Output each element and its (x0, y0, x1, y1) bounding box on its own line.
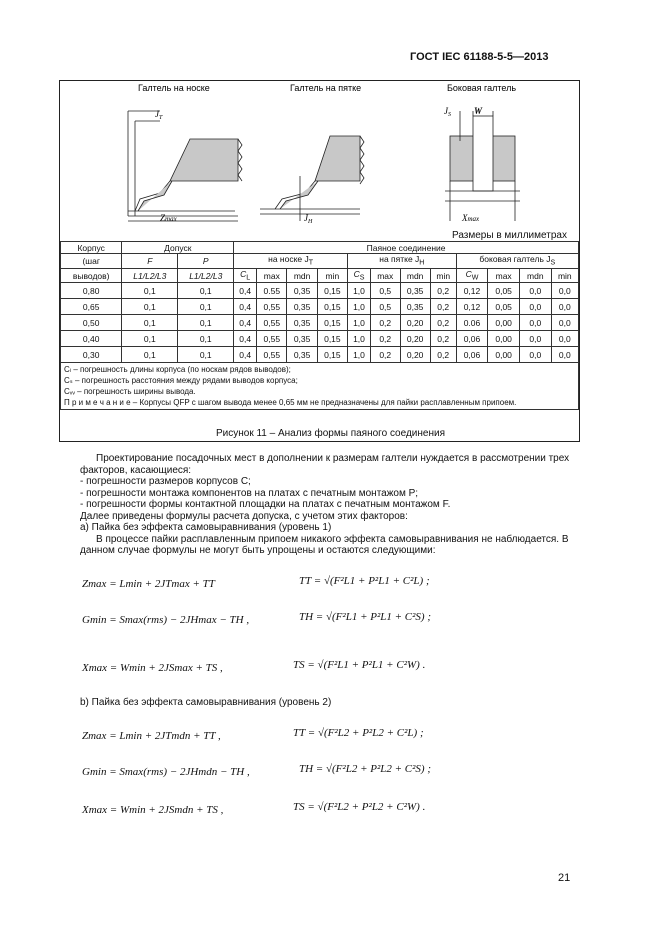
table-cell: 0,1 (178, 315, 234, 331)
table-cell: 1,0 (348, 315, 371, 331)
table-cell: 0,65 (61, 299, 122, 315)
l1-header: L1/L2/L3 (122, 268, 178, 283)
case-header-3: выводов) (61, 268, 122, 283)
table-cell: 0,05 (488, 283, 520, 299)
joint-header: Паяное соединение (234, 242, 579, 254)
table-cell: 0,35 (400, 283, 430, 299)
table-cell: 0,06 (456, 347, 488, 363)
heel-min-header: min (430, 268, 456, 283)
item-b-heading: b) Пайка без эффекта самовыравнивания (уровень 2) (80, 697, 332, 708)
figure-caption: Рисунок 11 – Анализ формы паяного соединения (215, 428, 445, 439)
table-cell: 0,15 (317, 283, 347, 299)
table-cell: 1,0 (348, 347, 371, 363)
side-header: боковая галтель $J_S$ (456, 254, 578, 269)
table-cell: 1,0 (348, 331, 371, 347)
table-cell: 0,55 (257, 299, 287, 315)
solder-fillet-drawings (60, 81, 579, 241)
table-cell: 0,1 (122, 283, 178, 299)
table-cell: 0,00 (488, 315, 520, 331)
table-row (61, 315, 579, 331)
table-cell: 1,0 (348, 299, 371, 315)
table-cell: 0.55 (257, 283, 287, 299)
table-cell: 0,20 (400, 347, 430, 363)
table-cell: 0,4 (234, 299, 257, 315)
side-mdn-header: mdn (519, 268, 551, 283)
table-cell: 0,15 (317, 331, 347, 347)
body-text (80, 453, 590, 557)
w-label: W (474, 106, 483, 116)
case-header-2: (шаг (61, 254, 122, 269)
heel-max-header: max (370, 268, 400, 283)
label-toe-fillet: Галтель на носке (138, 83, 210, 93)
toe-fillet-drawing (128, 111, 242, 221)
table-cell: 0,00 (488, 347, 520, 363)
table-cell: 0,2 (370, 347, 400, 363)
table-cell: 0,2 (430, 347, 456, 363)
formula-a1-left: Zmax = Lmin + 2JTmax + TT (82, 578, 215, 590)
table-cell: 0,30 (61, 347, 122, 363)
table-cell: 0,1 (122, 315, 178, 331)
table-cell: 0,2 (370, 331, 400, 347)
heel-fillet-drawing (260, 136, 364, 221)
item-a-heading: a) Пайка без эффекта самовыравнивания (уровень 1) (80, 522, 332, 533)
formula-a1-right: TT = √(F²L1 + P²L1 + C²L) ; (299, 575, 430, 587)
table-cell: 0,15 (317, 315, 347, 331)
formula-b1-right: TT = √(F²L2 + P²L2 + C²L) ; (293, 727, 424, 739)
table-cell: 0,06 (456, 331, 488, 347)
formula-a2-left: Gmin = Smax(rms) − 2JHmax − TH , (82, 614, 250, 626)
table-cell: 0,1 (178, 347, 234, 363)
side-max-header: max (488, 268, 520, 283)
table-cell: 0,5 (370, 299, 400, 315)
formula-a3-left: Xmax = Wmin + 2JSmax + TS , (82, 662, 223, 674)
formula-a3-right: TS = √(F²L1 + P²L1 + C²W) . (293, 659, 426, 671)
case-header: Корпус (61, 242, 122, 254)
table-cell: 0,40 (61, 331, 122, 347)
tolerance-header: Допуск (122, 242, 234, 254)
table-cell: 0,0 (519, 347, 551, 363)
label-side-fillet: Боковая галтель (447, 83, 517, 93)
table-cell: 0,0 (551, 331, 578, 347)
bullet-1: - погрешности размеров корпусов С; (80, 476, 251, 487)
table-cell: 0,12 (456, 299, 488, 315)
dimensions-note: Размеры в миллиметрах (452, 230, 567, 241)
table-cell: 0,4 (234, 283, 257, 299)
table-cell: 0.06 (456, 315, 488, 331)
table-cell: 0,35 (287, 347, 317, 363)
table-cell: 0,4 (234, 331, 257, 347)
table-cell: 0,0 (551, 299, 578, 315)
table-cell: 0,0 (551, 315, 578, 331)
table-cell: 1,0 (348, 283, 371, 299)
table-cell: 0,35 (287, 331, 317, 347)
table-row (61, 347, 579, 363)
tolerance-table (60, 241, 579, 410)
table-cell: 0,15 (317, 347, 347, 363)
table-cell: 0,1 (178, 331, 234, 347)
table-cell: 0,1 (122, 299, 178, 315)
table-cell: 0,0 (519, 315, 551, 331)
toe-mdn-header: mdn (287, 268, 317, 283)
side-min-header: min (551, 268, 578, 283)
jh-label: $J_H$ (304, 213, 313, 225)
table-cell: 0,2 (430, 331, 456, 347)
l2-header: L1/L2/L3 (178, 268, 234, 283)
heel-header: на пятке $J_H$ (348, 254, 457, 269)
table-cell: 0,0 (551, 347, 578, 363)
table-cell: 0,2 (430, 283, 456, 299)
p-header: P (178, 254, 234, 269)
table-notes: Cₗ – погрешность длины корпуса (по носкам рядов выводов); Cₛ – погрешность расстояния между рядами выводов корпуса; Cᵥᵥ – погрешность ширины вывода. П р и м е ч а н и е – Корпусы QFP с шагом вывода менее 0,65 мм не предназначены для пайки расплавленным припоем. (61, 363, 579, 410)
table-cell: 0,15 (317, 299, 347, 315)
page-number: 21 (558, 872, 571, 884)
table-cell: 0,2 (430, 299, 456, 315)
table-cell: 0,2 (370, 315, 400, 331)
table-cell: 0,1 (122, 347, 178, 363)
xmax-label: Xmax (462, 213, 480, 223)
table-cell: 0,20 (400, 315, 430, 331)
table-cell: 0,55 (257, 347, 287, 363)
formula-b3-left: Xmax = Wmin + 2JSmdn + TS , (82, 804, 224, 816)
document-header: ГОСТ IEC 61188-5-5—2013 (410, 51, 549, 63)
table-cell: 0,35 (287, 283, 317, 299)
table-cell: 0,00 (488, 331, 520, 347)
table-cell: 0,35 (400, 299, 430, 315)
toe-header: на носке $J_T$ (234, 254, 348, 269)
table-row (61, 299, 579, 315)
bullet-3: - погрешности формы контактной площадки на платах с печатным монтажом F. (80, 499, 451, 510)
formula-a2-right: TH = √(F²L1 + P²L1 + C²S) ; (299, 611, 432, 623)
table-cell: 0,12 (456, 283, 488, 299)
table-cell: 0,0 (551, 283, 578, 299)
table-cell: 0,55 (257, 331, 287, 347)
table-cell: 0,55 (257, 315, 287, 331)
zmax-label: Zmax (160, 213, 177, 223)
js-label: $J_S$ (444, 106, 451, 118)
table-cell: 0,0 (519, 331, 551, 347)
table-cell: 0,50 (61, 315, 122, 331)
table-cell: 0,2 (430, 315, 456, 331)
side-fillet-drawing (445, 111, 520, 221)
table-cell: 0,35 (287, 315, 317, 331)
table-cell: 0,80 (61, 283, 122, 299)
toe-max-header: max (257, 268, 287, 283)
jt-label: $J_T$ (155, 109, 163, 121)
cs-header: $C_S$ (348, 268, 371, 283)
table-cell: 0,1 (178, 283, 234, 299)
table-cell: 0,4 (234, 347, 257, 363)
f-header: F (122, 254, 178, 269)
table-cell: 0,20 (400, 331, 430, 347)
paragraph-2: Далее приведены формулы расчета допуска, с учетом этих факторов: (80, 510, 408, 522)
table-cell: 0,0 (519, 283, 551, 299)
paragraph-3: В процессе пайки расплавленным припоем никакого эффекта самовыравнивания не наблюдается. В данном случае формулы не могут быть упрощены и остаются следующими: (80, 533, 569, 556)
cw-header: $C_W$ (456, 268, 488, 283)
table-cell: 0,1 (122, 331, 178, 347)
label-heel-fillet: Галтель на пятке (290, 83, 362, 93)
table-row (61, 331, 579, 347)
table-cell: 0,05 (488, 299, 520, 315)
toe-min-header: min (317, 268, 347, 283)
heel-mdn-header: mdn (400, 268, 430, 283)
bullet-2: - погрешности монтажа компонентов на платах с печатным монтажом P; (80, 487, 419, 499)
formula-b2-left: Gmin = Smax(rms) − 2JHmdn − TH , (82, 766, 250, 778)
table-cell: 0,35 (287, 299, 317, 315)
formula-b1-left: Zmax = Lmin + 2JTmdn + TT , (82, 730, 221, 742)
table-cell: 0,4 (234, 315, 257, 331)
table-cell: 0,1 (178, 299, 234, 315)
cl-header: $C_L$ (234, 268, 257, 283)
table-cell: 0,5 (370, 283, 400, 299)
formula-b3-right: TS = √(F²L2 + P²L2 + C²W) . (293, 801, 426, 813)
table-row (61, 283, 579, 299)
paragraph-1: Проектирование посадочных мест в дополнении к размерам галтели нуждается в рассмотрении трех факторов, касающиеся: (80, 453, 570, 476)
formula-b2-right: TH = √(F²L2 + P²L2 + C²S) ; (299, 763, 432, 775)
table-cell: 0,0 (519, 299, 551, 315)
